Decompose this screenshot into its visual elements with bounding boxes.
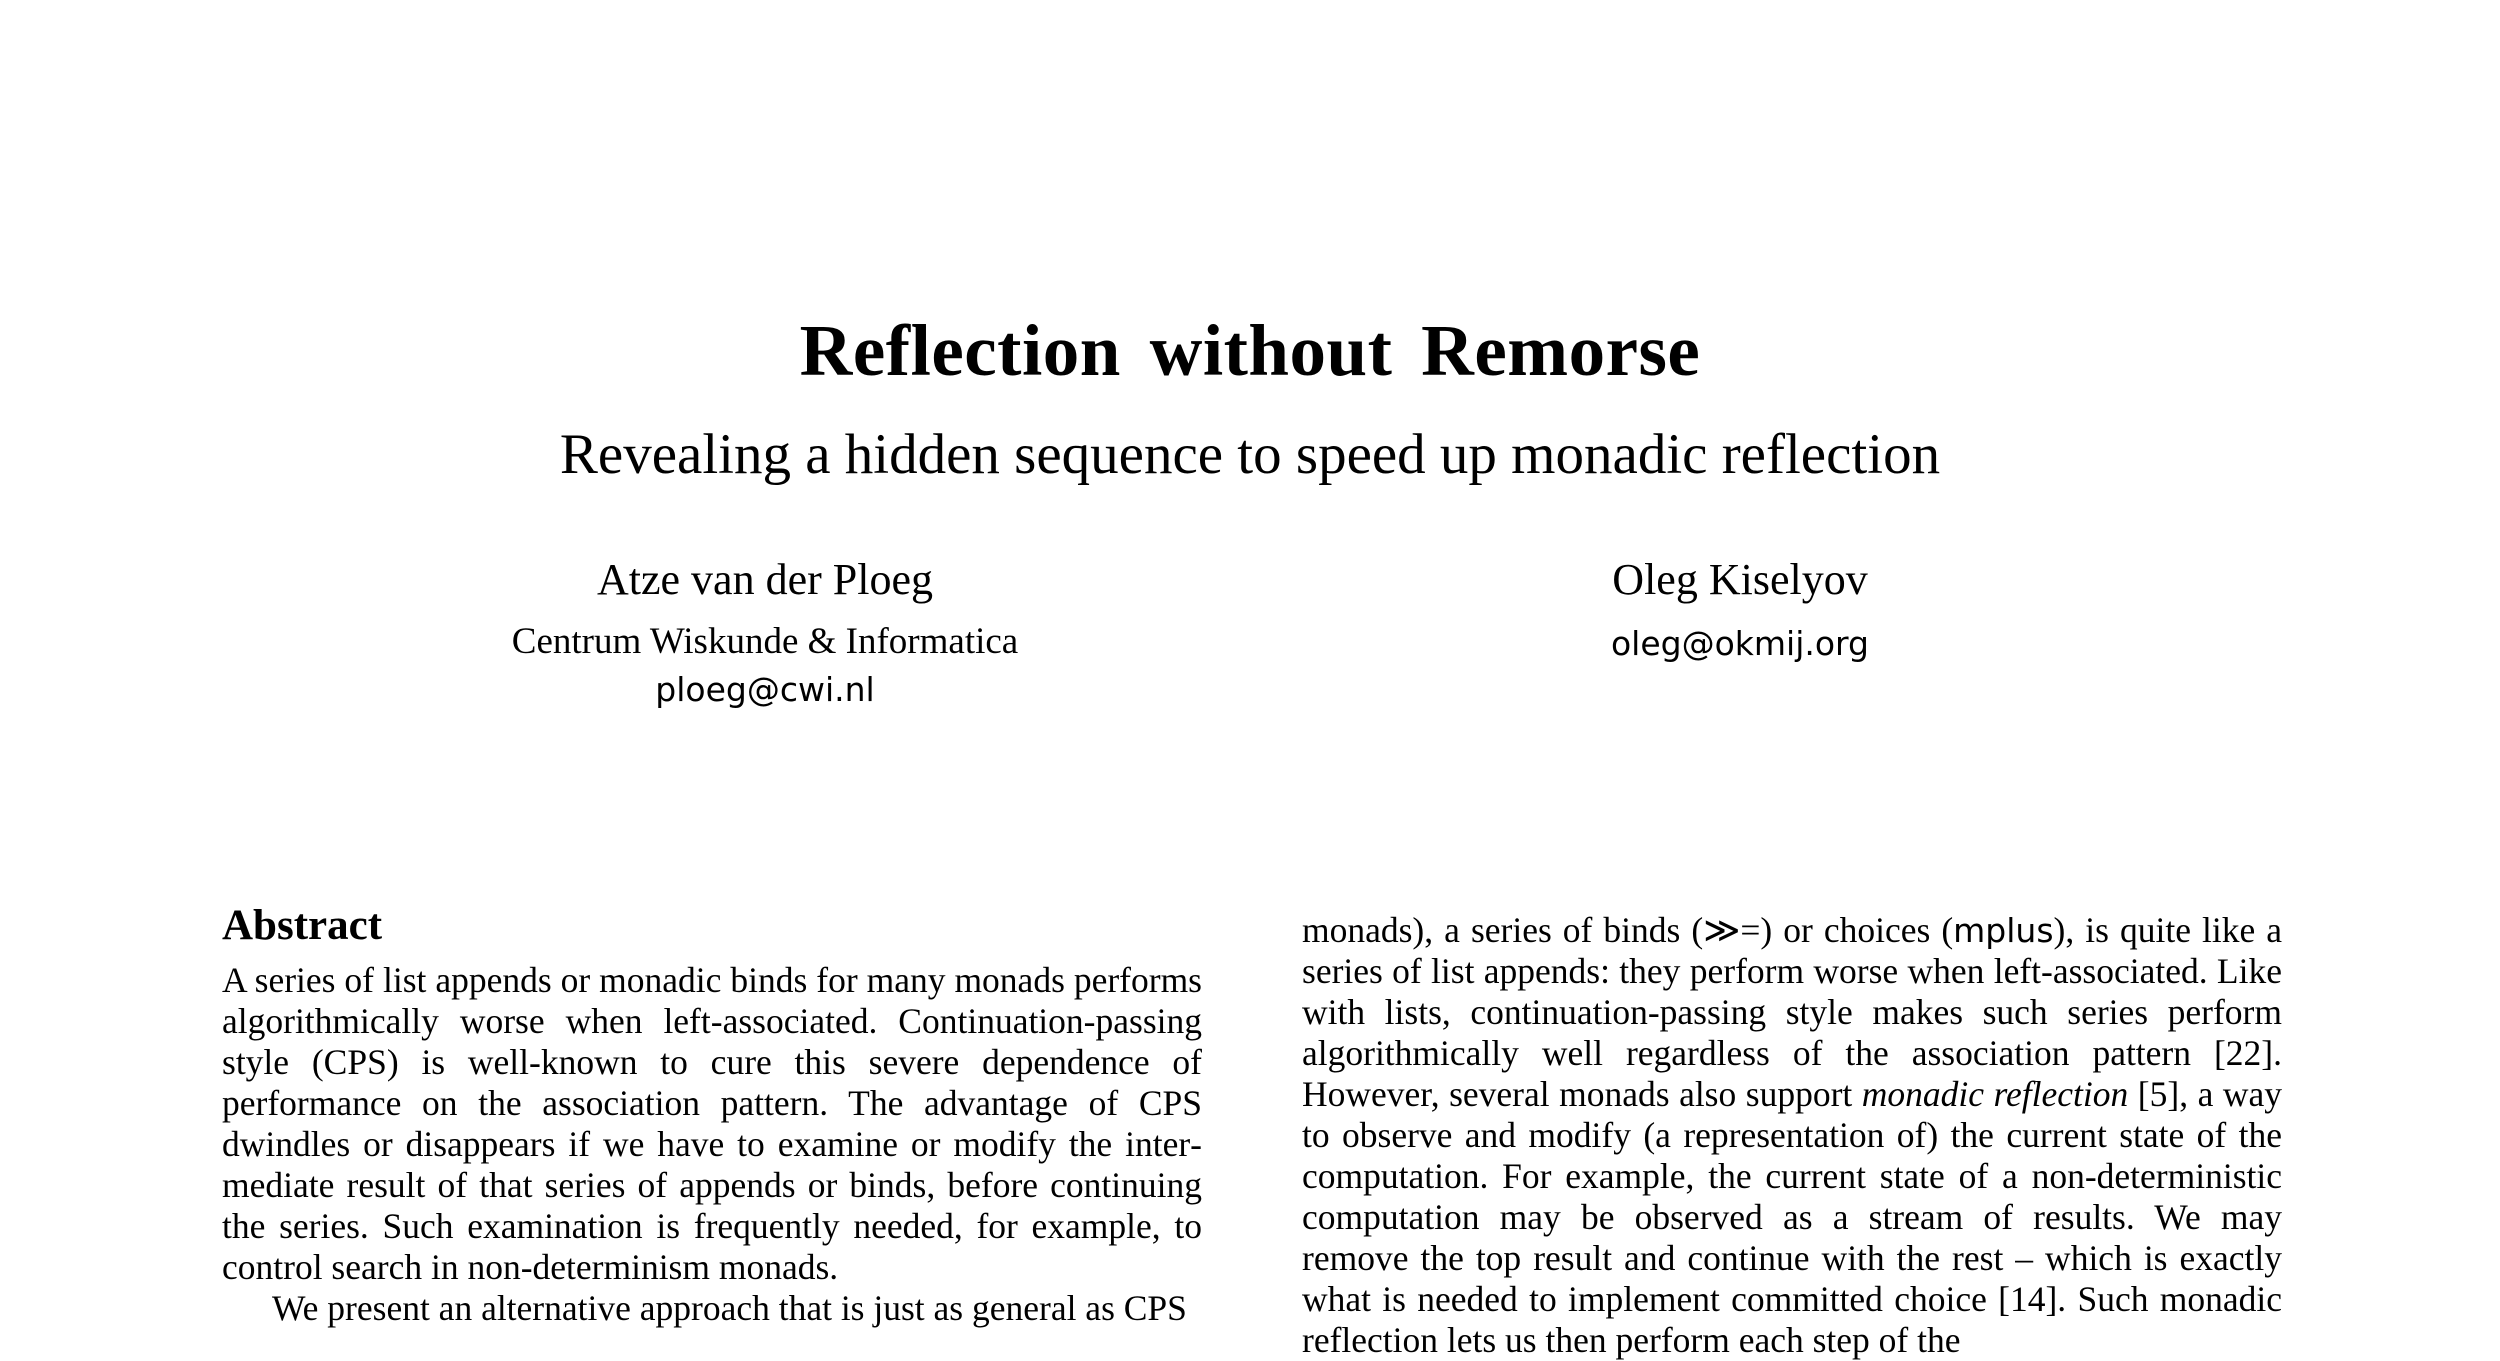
body-text: [5], a way to observe and modify (a representation of) the current state of the computation. For example, the current state of a non-deterministic computation may be observed as a stream of results. We may remove the top result and continue with the rest – which is exactly what is needed to implement committed choice [14]. Such monadic reflection lets us then perform each step of the — [1302, 1074, 2282, 1360]
author-email: ploeg@cwi.nl — [655, 670, 875, 709]
body-text: ) or choices ( — [1760, 910, 1954, 950]
paper-subtitle: Revealing a hidden sequence to speed up monadic reflection — [559, 423, 1941, 486]
author-name: Oleg Kiselyov — [1612, 555, 1868, 604]
author-name: Atze van der Ploeg — [597, 555, 933, 604]
abstract-paragraph: A series of list appends or monadic binds for many monads performs algorithmically worse when left-associated. Continuation-passing style (CPS) is well-known to cure this severe dependence of performance on the association pattern. The advantage of CPS dwindles or disappears if we have to examine or modify the intermediate result of that series of appends or binds, before continuing the series. Such examination is frequently needed, for example, to control search in non-determinism monads. — [222, 960, 1202, 1287]
author-block-2 — [1290, 550, 2190, 668]
abstract-heading: Abstract — [222, 902, 383, 949]
emphasis-term: monadic reflection — [1861, 1074, 2129, 1114]
body-paragraph — [1302, 910, 2282, 1361]
bind-operator: ≫= — [1703, 910, 1761, 950]
abstract-paragraph: We present an alternative approach that is just as general as CPS — [272, 1288, 1187, 1328]
body-text: ), is quite like a series of list appends: they perform worse when left-associated. Like with lists, continuation-passing style makes such series perform algorithmically well regardless of the association pattern [22]. However, several monads also support — [1302, 910, 2282, 1114]
paper-title: Reflection without Remorse — [799, 310, 1701, 391]
author-affiliation: Centrum Wiskunde & Informatica — [511, 621, 1019, 662]
right-column — [1302, 910, 2282, 1361]
mplus-code: mplus — [1953, 911, 2054, 950]
author-email: oleg@okmij.org — [1610, 624, 1869, 663]
body-text: monads), a series of binds ( — [1302, 910, 1704, 950]
author-block-1 — [315, 550, 1215, 714]
left-column — [222, 900, 1202, 1329]
